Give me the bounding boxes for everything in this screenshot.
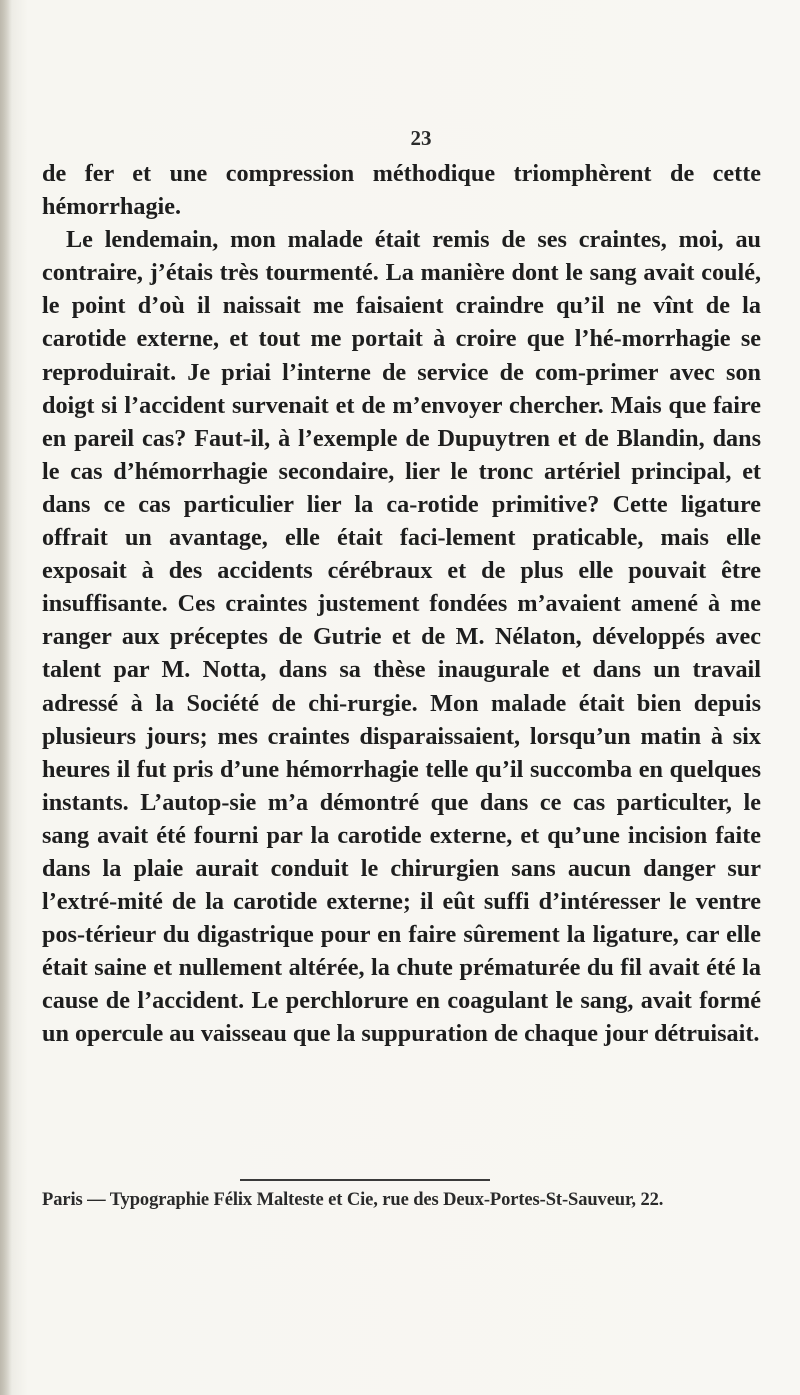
paragraph-1: de fer et une compression méthodique triomphèrent de cette hémorrhagie. [42, 160, 761, 221]
printer-imprint: Paris — Typographie Félix Malteste et Cie, rue des Deux-Portes-St-Sauveur, 22. [42, 1190, 664, 1210]
footer-rule [240, 1179, 490, 1181]
page-number: 23 [410, 126, 432, 150]
paragraph-2: Le lendemain, mon malade était remis de ses craintes, moi, au contraire, j’étais très tourmenté. La manière dont le sang avait coulé, le point d’où il naissait me faisaient craindre qu’il ne vînt de la carotide externe, et tout me portait à croire que l’hé-morrhagie se reproduirait. Je priai l’interne de service de com-primer avec son doigt si l’accident survenait et de m’envoyer chercher. Mais que faire en pareil cas? Faut-il, à l’exemple de Dupuytren et de Blandin, dans le cas d’hémorrhagie secondaire, lier le tronc artériel principal, et dans ce cas particulier lier la ca-rotide primitive? Cette ligature offrait un avantage, elle était faci-lement praticable, mais elle exposait à des accidents cérébraux et de plus elle pouvait être insuffisante. Ces craintes justement fondées m’avaient amené à me ranger aux préceptes de Gutrie et de M. Nélaton, développés avec talent par M. Notta, dans sa thèse inaugurale et dans un travail adressé à la Société de chi-rurgie. Mon malade était bien depuis plusieurs jours; mes craintes disparaissaient, lorsqu’un matin à six heures il fut pris d’une hémorrhagie telle qu’il succomba en quelques instants. L’autop-sie m’a démontré que dans ce cas particulter, le sang avait été fourni par la carotide externe, et qu’une incision faite dans la plaie aurait conduit le chirurgien sans aucun danger sur l’extré-mité de la carotide externe; il eût suffi d’intéresser le ventre pos-térieur du digastrique pour en faire sûrement la ligature, car elle était saine et nullement altérée, la chute prématurée du fil avait été la cause de l’accident. Le perchlorure en coagulant le sang, avait formé un opercule au vaisseau que la suppuration de chaque jour détruisait. [42, 226, 761, 1048]
body-text [42, 157, 761, 1051]
page-gutter-shadow [0, 0, 12, 1395]
